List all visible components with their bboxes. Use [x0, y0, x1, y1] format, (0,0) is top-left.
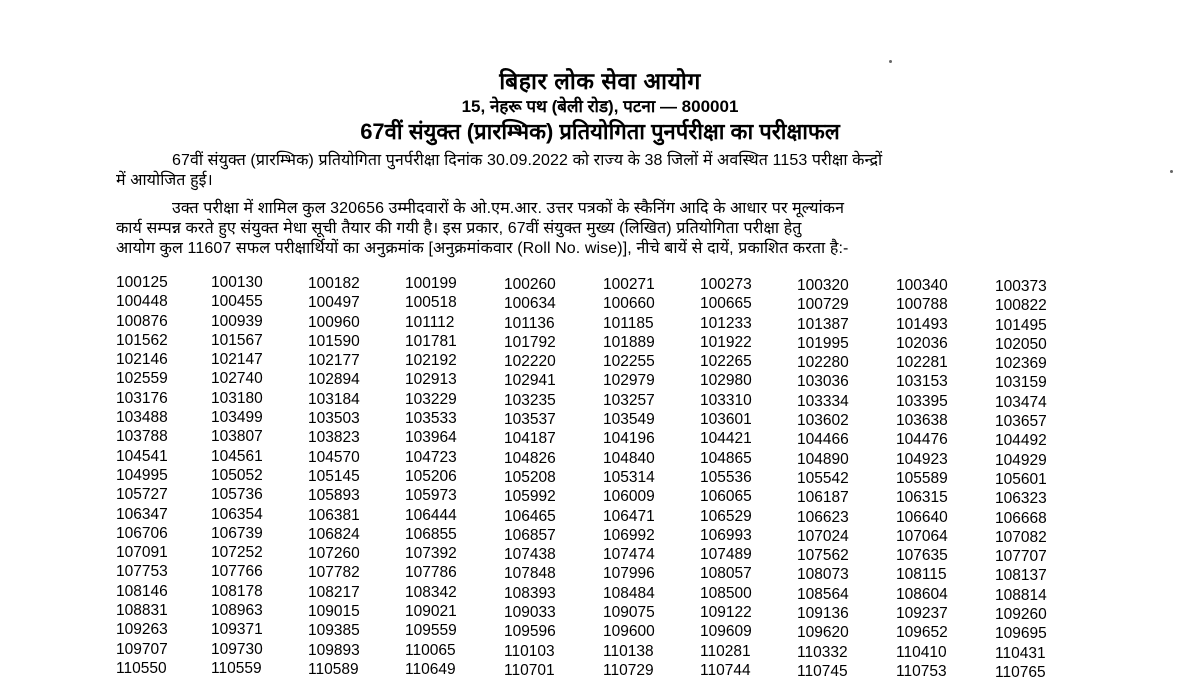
- roll-number: 108564: [797, 585, 849, 603]
- roll-number: 101493: [896, 315, 948, 333]
- roll-number: 107091: [116, 544, 168, 562]
- roll-number: 103310: [700, 391, 752, 409]
- roll-number: 102740: [211, 370, 263, 388]
- roll-number: 102036: [896, 334, 948, 352]
- roll-number: 102265: [700, 353, 752, 371]
- roll-number: 110729: [603, 661, 654, 679]
- roll-number: 102050: [995, 335, 1047, 353]
- roll-number: 104476: [896, 431, 948, 449]
- roll-number: 103395: [896, 392, 948, 410]
- roll-number: 103180: [211, 389, 263, 407]
- roll-number: 106009: [603, 488, 655, 506]
- roll-number: 102913: [405, 371, 457, 389]
- roll-number: 105314: [603, 468, 655, 486]
- scan-speck: [889, 60, 892, 63]
- roll-number: 103153: [896, 373, 948, 391]
- roll-number: 102281: [896, 354, 948, 372]
- roll-number: 100822: [995, 297, 1047, 315]
- roll-number: 103549: [603, 411, 655, 429]
- roll-number: 103638: [896, 412, 948, 430]
- roll-number: 103257: [603, 391, 655, 409]
- roll-number: 109136: [797, 605, 849, 623]
- roll-number: 109385: [308, 622, 360, 640]
- roll-number: 102979: [603, 372, 655, 390]
- roll-number: 110065: [405, 641, 456, 659]
- roll-number: 103229: [405, 390, 457, 408]
- roll-number: 106824: [308, 525, 360, 543]
- roll-number: 103184: [308, 390, 360, 408]
- roll-number: 100373: [995, 278, 1047, 295]
- roll-number: 103823: [308, 429, 360, 447]
- roll-number: 101387: [797, 315, 849, 333]
- roll-number: 109609: [700, 623, 752, 641]
- roll-number: 110765: [995, 663, 1046, 681]
- roll-number: 103159: [995, 374, 1047, 392]
- roll-number: 100448: [116, 293, 168, 311]
- roll-number: 109021: [405, 603, 457, 621]
- roll-number: 106993: [700, 526, 752, 544]
- roll-number: 110103: [504, 642, 555, 660]
- roll-number: 109559: [405, 622, 457, 640]
- roll-number: 107489: [700, 546, 752, 564]
- roll-number: 104421: [700, 430, 752, 448]
- para2-line3: आयोग कुल 11607 सफल परीक्षार्थियों का अनुक्रमांक [अनुक्रमांकवार (Roll No. wise)], नीचे बायें से दायें, प्रकाशित करता है:-: [116, 240, 849, 257]
- roll-number: 108831: [116, 602, 168, 620]
- roll-number: 106739: [211, 524, 263, 542]
- roll-number: 108137: [995, 567, 1047, 585]
- roll-number: 109015: [308, 603, 360, 621]
- roll-number: 108073: [797, 566, 849, 584]
- roll-number: 100729: [797, 296, 849, 314]
- roll-number: 106465: [504, 507, 556, 525]
- roll-number: 100455: [211, 293, 263, 311]
- roll-number: 105601: [995, 470, 1047, 488]
- roll-number: 102192: [405, 352, 457, 370]
- roll-number: 103533: [405, 410, 457, 428]
- roll-number: 106855: [405, 525, 457, 543]
- roll-number: 104570: [308, 448, 360, 466]
- roll-number: 106444: [405, 506, 457, 524]
- roll-number: 104840: [603, 449, 655, 467]
- roll-number: 106529: [700, 507, 752, 525]
- roll-number: 109371: [211, 621, 263, 639]
- roll-number: 101922: [700, 333, 752, 351]
- para1-line2: में आयोजित हुई।: [116, 172, 213, 189]
- roll-number: 101112: [405, 313, 455, 331]
- roll-number: 101233: [700, 314, 752, 332]
- roll-number: 103176: [116, 389, 168, 407]
- roll-number: 105206: [405, 467, 457, 485]
- roll-number: 106992: [603, 526, 655, 544]
- roll-number: 110281: [700, 642, 751, 660]
- roll-number: 101567: [211, 331, 263, 349]
- roll-number: 100497: [308, 294, 360, 312]
- roll-number: 101995: [797, 334, 849, 352]
- roll-number: 109122: [700, 604, 752, 622]
- roll-number: 106187: [797, 489, 849, 507]
- roll-number: 105052: [211, 466, 263, 484]
- roll-number: 105992: [504, 488, 556, 506]
- roll-number: 105542: [797, 469, 849, 487]
- roll-number: 103602: [797, 412, 849, 430]
- roll-number: 100130: [211, 274, 263, 291]
- roll-number: 108814: [995, 586, 1047, 604]
- roll-number: 110745: [797, 662, 848, 680]
- roll-number: 102369: [995, 355, 1047, 373]
- roll-number: 109596: [504, 623, 556, 641]
- roll-number: 103601: [700, 411, 752, 429]
- result-title: 67वीं संयुक्त (प्रारम्भिक) प्रतियोगिता पुनर्परीक्षा का परीक्षाफल: [360, 119, 840, 144]
- roll-number: 106065: [700, 488, 752, 506]
- roll-number: 110701: [504, 661, 555, 679]
- roll-number: 103503: [308, 410, 360, 428]
- roll-number: 110138: [603, 642, 654, 660]
- roll-number: 101781: [405, 332, 457, 350]
- roll-number: 107474: [603, 546, 655, 564]
- roll-number: 104561: [211, 447, 263, 465]
- roll-number: 104187: [504, 430, 556, 448]
- roll-number: 104466: [797, 431, 849, 449]
- roll-number: 109263: [116, 621, 168, 639]
- roll-number: 107848: [504, 565, 556, 583]
- roll-number: 110649: [405, 660, 456, 678]
- roll-number: 110550: [116, 659, 167, 677]
- roll-number: 100665: [700, 295, 752, 313]
- roll-number: 109893: [308, 641, 360, 659]
- roll-number: 105145: [308, 467, 360, 485]
- roll-number: 105727: [116, 486, 168, 504]
- roll-number: 102941: [504, 372, 556, 390]
- roll-number: 103499: [211, 409, 263, 427]
- roll-number: 100939: [211, 312, 263, 330]
- roll-number: 109033: [504, 604, 556, 622]
- roll-number: 104929: [995, 451, 1047, 469]
- roll-number: 103807: [211, 428, 263, 446]
- roll-number: 104196: [603, 430, 655, 448]
- roll-number: 102147: [211, 351, 263, 369]
- roll-number: 109620: [797, 624, 849, 642]
- roll-number: 110744: [700, 661, 751, 679]
- roll-number: 103788: [116, 428, 168, 446]
- roll-number: 101590: [308, 332, 360, 350]
- roll-number: 104923: [896, 450, 948, 468]
- roll-number: 100876: [116, 312, 168, 330]
- roll-number: 106323: [995, 490, 1047, 508]
- para2-line1: उक्त परीक्षा में शामिल कुल 320656 उम्मीदवारों के ओ.एम.आर. उत्तर पत्रकों के स्कैनिंग आदि के आधार पर मूल्यांकन: [172, 200, 845, 217]
- roll-number: 108057: [700, 565, 752, 583]
- roll-number: 107438: [504, 546, 556, 564]
- roll-number: 106381: [308, 506, 360, 524]
- roll-number: 106857: [504, 526, 556, 544]
- roll-number: 103657: [995, 413, 1047, 431]
- roll-number: 104492: [995, 432, 1047, 450]
- roll-number: 104890: [797, 450, 849, 468]
- roll-number: 109237: [896, 605, 948, 623]
- roll-number: 109600: [603, 623, 655, 641]
- roll-number: 108500: [700, 584, 752, 602]
- roll-number: 108963: [211, 602, 263, 620]
- roll-number: 108146: [116, 582, 168, 600]
- roll-number: 104826: [504, 449, 556, 467]
- roll-number: 107392: [405, 545, 457, 563]
- roll-number: 104541: [116, 447, 168, 465]
- roll-number: 102146: [116, 351, 168, 369]
- roll-number: 100788: [896, 296, 948, 314]
- roll-number: 109075: [603, 604, 655, 622]
- roll-number: 107252: [211, 544, 263, 562]
- roll-number: 103537: [504, 411, 556, 429]
- roll-number: 108604: [896, 585, 948, 603]
- roll-number: 107707: [995, 548, 1047, 566]
- roll-number: 104723: [405, 448, 457, 466]
- roll-number: 106640: [896, 508, 948, 526]
- roll-number: 100960: [308, 313, 360, 331]
- roll-number: 100260: [504, 276, 556, 293]
- roll-number: 109707: [116, 640, 168, 658]
- commission-address: 15, नेहरू पथ (बेली रोड), पटना — 800001: [461, 97, 739, 116]
- roll-number: 101136: [504, 314, 555, 332]
- roll-number: 100340: [896, 277, 948, 294]
- roll-number: 103488: [116, 409, 168, 427]
- roll-number: 101889: [603, 333, 655, 351]
- roll-number: 105208: [504, 468, 556, 486]
- roll-number: 110431: [995, 644, 1046, 662]
- roll-number: 100320: [797, 277, 849, 294]
- roll-number: 102559: [116, 370, 168, 388]
- roll-number: 106471: [603, 507, 655, 525]
- scan-speck: [1170, 170, 1173, 173]
- roll-number: 106706: [116, 524, 168, 542]
- roll-number: 107562: [797, 547, 849, 565]
- roll-number: 107260: [308, 545, 360, 563]
- roll-number: 110410: [896, 643, 947, 661]
- roll-number: 105736: [211, 486, 263, 504]
- roll-number: 100182: [308, 275, 360, 292]
- roll-number: 107766: [211, 563, 263, 581]
- roll-number: 107996: [603, 565, 655, 583]
- roll-number: 110589: [308, 660, 359, 678]
- roll-number: 108217: [308, 583, 360, 601]
- roll-number: 108342: [405, 583, 457, 601]
- roll-number: 108115: [896, 566, 947, 584]
- roll-number: 100271: [603, 276, 655, 293]
- roll-number: 103334: [797, 392, 849, 410]
- roll-number: 103036: [797, 373, 849, 391]
- roll-number: 106315: [896, 489, 948, 507]
- roll-number: 108178: [211, 582, 263, 600]
- roll-number: 105973: [405, 487, 457, 505]
- roll-number: 107082: [995, 528, 1047, 546]
- roll-number: 109260: [995, 606, 1047, 624]
- roll-number: 103474: [995, 393, 1047, 411]
- roll-number: 102220: [504, 353, 556, 371]
- roll-number: 100518: [405, 294, 457, 312]
- roll-number: 109730: [211, 640, 263, 658]
- roll-number: 100634: [504, 295, 556, 313]
- roll-number: 107064: [896, 527, 948, 545]
- roll-number: 110753: [896, 662, 947, 680]
- roll-number: 101185: [603, 314, 654, 332]
- roll-number: 107753: [116, 563, 168, 581]
- roll-number: 107786: [405, 564, 457, 582]
- roll-number: 107635: [896, 547, 948, 565]
- roll-number: 102255: [603, 353, 655, 371]
- roll-number: 106623: [797, 508, 849, 526]
- roll-number: 100273: [700, 276, 752, 293]
- roll-number: 110332: [797, 643, 848, 661]
- roll-number: 104865: [700, 449, 752, 467]
- roll-number: 108484: [603, 584, 655, 602]
- roll-number: 103235: [504, 391, 556, 409]
- roll-number: 105589: [896, 469, 948, 487]
- roll-number: 102280: [797, 354, 849, 372]
- roll-number: 108393: [504, 584, 556, 602]
- roll-number: 101792: [504, 333, 556, 351]
- roll-number: 109652: [896, 624, 948, 642]
- roll-number: 102177: [308, 352, 360, 370]
- roll-number: 101562: [116, 331, 168, 349]
- roll-number: 107782: [308, 564, 360, 582]
- roll-number: 103964: [405, 429, 457, 447]
- roll-number: 110559: [211, 659, 262, 677]
- roll-number: 106668: [995, 509, 1047, 527]
- roll-number: 109695: [995, 625, 1047, 643]
- roll-number: 104995: [116, 466, 168, 484]
- roll-number: 105893: [308, 487, 360, 505]
- roll-number: 107024: [797, 527, 849, 545]
- roll-number: 102980: [700, 372, 752, 390]
- commission-name: बिहार लोक सेवा आयोग: [499, 68, 701, 94]
- roll-number: 106354: [211, 505, 263, 523]
- roll-number: 100125: [116, 274, 168, 291]
- roll-number: 102894: [308, 371, 360, 389]
- para1-line1: 67वीं संयुक्त (प्रारम्भिक) प्रतियोगिता पुनर्परीक्षा दिनांक 30.09.2022 को राज्य के 38 जिलों में अवस्थित 1153 परीक्षा केन्द्रों: [172, 152, 883, 169]
- roll-number: 101495: [995, 316, 1047, 334]
- roll-number: 100660: [603, 295, 655, 313]
- roll-number: 106347: [116, 505, 168, 523]
- para2-line2: कार्य सम्पन्न करते हुए संयुक्त मेधा सूची तैयार की गयी है। इस प्रकार, 67वीं संयुक्त मुख्य (लिखित) प्रतियोगिता परीक्षा हेतु: [116, 220, 802, 237]
- roll-number: 100199: [405, 275, 457, 292]
- roll-number: 105536: [700, 468, 752, 486]
